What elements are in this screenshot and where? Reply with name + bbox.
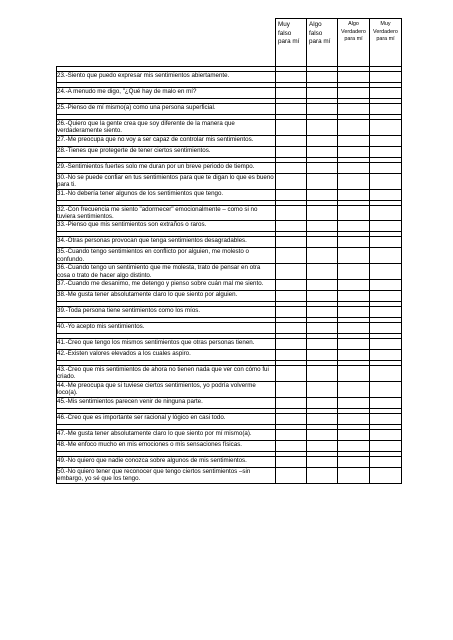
answer-cell[interactable] [370, 323, 402, 334]
answer-cell[interactable] [307, 429, 338, 440]
question-text: 26.-Quiero que la gente crea que soy diferente de la manera que verdaderamente siento. [57, 120, 276, 136]
answer-cell[interactable] [370, 366, 402, 382]
answer-cell[interactable] [276, 381, 307, 397]
answer-cell[interactable] [276, 440, 307, 451]
answer-cell[interactable] [338, 339, 370, 350]
question-row [57, 162, 402, 173]
answer-cell[interactable] [276, 429, 307, 440]
question-text: 24.-A menudo me digo, "¿Qué hay de malo en mí? [57, 88, 276, 99]
answer-cell[interactable] [338, 467, 370, 483]
question-text: 30.-No se puede confiar en tus sentimientos para que te digan lo que es bueno para ti. [57, 173, 274, 189]
answer-cell[interactable] [370, 440, 402, 451]
answer-cell[interactable] [307, 291, 338, 302]
answer-cell[interactable] [276, 291, 307, 302]
answer-cell[interactable] [307, 189, 338, 200]
question-text: 45.-Mis sentimientos parecen venir de ninguna parte. [57, 397, 276, 408]
answer-cell[interactable] [307, 146, 338, 157]
question-text: 43.-Creo que mis sentimientos de ahora no tienen nada que ver con cómo fui criado. [57, 366, 276, 382]
answer-cell[interactable] [370, 429, 402, 440]
answer-cell[interactable] [338, 291, 370, 302]
answer-cell[interactable] [338, 323, 370, 334]
answer-cell[interactable] [370, 350, 402, 361]
question-text: 31.-No debería tener algunos de los sentimientos que tengo. [57, 189, 276, 200]
answer-cell[interactable] [307, 467, 338, 483]
question-text: 41.-Creo que tengo los mismos sentimientos que otras personas tienen. [57, 339, 276, 350]
question-text: 29.-Sentimientos fuertes solo me duran por un breve periodo de tiempo. [57, 162, 276, 173]
question-row [57, 205, 402, 221]
answer-cell[interactable] [338, 162, 370, 173]
question-row [57, 88, 402, 99]
answer-cell[interactable] [276, 456, 307, 467]
question-text: 35.-Cuando tengo sentimientos en conflicto por alguien, me molesto o confundo. [57, 248, 276, 264]
answer-cell[interactable] [370, 72, 402, 83]
answer-cell[interactable] [307, 339, 338, 350]
questionnaire-table [56, 18, 402, 484]
question-text: 28.-Tienes que protegerte de tener ciertos sentimientos. [57, 146, 276, 157]
question-row [57, 72, 402, 83]
answer-cell[interactable] [338, 366, 370, 382]
col-algo-falso: Algo falso para mí [307, 19, 338, 67]
answer-cell[interactable] [276, 467, 307, 483]
answer-cell[interactable] [276, 307, 307, 318]
question-text: 48.-Me enfoco mucho en mis emociones o mis sensaciones físicas. [57, 440, 276, 451]
question-row [57, 307, 402, 318]
question-row [57, 221, 402, 232]
answer-cell[interactable] [370, 397, 402, 408]
answer-cell[interactable] [338, 72, 370, 83]
answer-cell[interactable] [370, 237, 402, 248]
question-text: 46.-Creo que es importante ser racional y lógico en casi todo. [57, 413, 276, 424]
answer-cell[interactable] [276, 339, 307, 350]
question-row [57, 146, 402, 157]
answer-cell[interactable] [276, 146, 307, 157]
answer-cell[interactable] [307, 104, 338, 115]
question-row [57, 135, 402, 146]
question-text: 39.-Toda persona tiene sentimientos como los míos. [57, 307, 276, 318]
question-row [57, 467, 402, 483]
question-row [57, 440, 402, 451]
col-muy-falso: Muy falso para mí [276, 19, 307, 67]
answer-cell[interactable] [370, 120, 402, 136]
answer-cell[interactable] [276, 264, 307, 280]
question-row [57, 381, 402, 397]
answer-cell[interactable] [338, 237, 370, 248]
answer-cell[interactable] [370, 104, 402, 115]
answer-cell[interactable] [338, 413, 370, 424]
header-row [57, 19, 402, 67]
answer-cell[interactable] [370, 221, 402, 232]
answer-cell[interactable] [307, 366, 338, 382]
header-blank [57, 19, 276, 67]
answer-cell[interactable] [370, 264, 402, 280]
question-row [57, 189, 402, 200]
answer-cell[interactable] [307, 280, 338, 291]
question-row [57, 120, 402, 136]
question-row [57, 248, 402, 264]
answer-cell[interactable] [276, 280, 307, 291]
answer-cell[interactable] [276, 135, 307, 146]
answer-cell[interactable] [307, 397, 338, 408]
answer-cell[interactable] [276, 366, 307, 382]
answer-cell[interactable] [370, 205, 402, 221]
answer-cell[interactable] [307, 72, 338, 83]
answer-cell[interactable] [307, 307, 338, 318]
answer-cell[interactable] [370, 381, 402, 397]
question-text: 38.-Me gusta tener absolutamente claro lo que siento por alguien. [57, 291, 276, 302]
answer-cell[interactable] [307, 88, 338, 99]
answer-cell[interactable] [370, 291, 402, 302]
answer-cell[interactable] [276, 221, 307, 232]
question-row [57, 237, 402, 248]
answer-cell[interactable] [307, 264, 338, 280]
question-text: 49.-No quiero que nadie conozca sobre algunos de mis sentimientos. [57, 456, 276, 467]
answer-cell[interactable] [338, 264, 370, 280]
answer-cell[interactable] [276, 173, 307, 189]
answer-cell[interactable] [307, 221, 338, 232]
answer-cell[interactable] [338, 221, 370, 232]
answer-cell[interactable] [276, 248, 307, 264]
answer-cell[interactable] [338, 173, 370, 189]
answer-cell[interactable] [338, 120, 370, 136]
question-row [57, 280, 402, 291]
answer-cell[interactable] [338, 381, 370, 397]
answer-cell[interactable] [370, 88, 402, 99]
question-row [57, 350, 402, 361]
answer-cell[interactable] [338, 350, 370, 361]
answer-cell[interactable] [276, 323, 307, 334]
question-text: 42.-Existen valores elevados a los cuales aspiro. [57, 350, 276, 361]
question-text: 36.-Cuando tengo un sentimiento que me molesta, trato de pensar en otra cosa o trato de hacer algo distinto. [57, 264, 276, 280]
question-text: 44.-Me preocupa que si tuviese ciertos sentimientos, yo podría volverme loco(a). [57, 381, 276, 397]
answer-cell[interactable] [307, 350, 338, 361]
col-muy-verdadero: Muy Verdadero para mí [370, 19, 402, 67]
col-algo-verdadero: Algo Verdadero para mí [338, 19, 370, 67]
answer-cell[interactable] [307, 237, 338, 248]
answer-cell[interactable] [338, 429, 370, 440]
answer-cell[interactable] [276, 237, 307, 248]
question-text: 27.-Me preocupa que no voy a ser capaz de controlar mis sentimientos. [57, 135, 276, 146]
answer-cell[interactable] [370, 280, 402, 291]
question-row [57, 397, 402, 408]
question-row [57, 456, 402, 467]
question-row [57, 339, 402, 350]
answer-cell[interactable] [276, 413, 307, 424]
answer-cell[interactable] [370, 339, 402, 350]
answer-cell[interactable] [276, 205, 307, 221]
answer-cell[interactable] [338, 397, 370, 408]
answer-cell[interactable] [338, 146, 370, 157]
question-text: 25.-Pienso de mí mismo(a) como una persona superficial. [57, 104, 276, 115]
question-rows [57, 67, 402, 484]
answer-cell[interactable] [276, 189, 307, 200]
answer-cell[interactable] [338, 248, 370, 264]
answer-cell[interactable] [307, 248, 338, 264]
answer-cell[interactable] [276, 88, 307, 99]
answer-cell[interactable] [276, 162, 307, 173]
question-row [57, 104, 402, 115]
question-row [57, 173, 402, 189]
question-text: 23.-Siento que puedo expresar mis sentimientos abiertamente. [57, 72, 276, 83]
question-row [57, 366, 402, 382]
answer-cell[interactable] [338, 135, 370, 146]
answer-cell[interactable] [276, 350, 307, 361]
question-text: 33.-Pienso que mis sentimientos son extraños o raros. [57, 221, 276, 232]
question-text: 40.-Yo acepto mis sentimientos. [57, 323, 276, 334]
question-text: 34.-Otras personas provocan que tenga sentimientos desagradables. [57, 237, 276, 248]
answer-cell[interactable] [307, 162, 338, 173]
question-text: 50.-No quiero tener que reconocer que tengo ciertos sentimientos –sin embargo, yo sé que los tengo. [57, 467, 276, 483]
answer-cell[interactable] [276, 120, 307, 136]
answer-cell[interactable] [338, 205, 370, 221]
question-row [57, 264, 402, 280]
question-row [57, 413, 402, 424]
answer-cell[interactable] [370, 413, 402, 424]
answer-cell[interactable] [307, 413, 338, 424]
question-row [57, 291, 402, 302]
answer-cell[interactable] [338, 189, 370, 200]
question-text: 32.-Con frecuencia me siento "adormecer" emocionalmente – como si no tuviera sentimientos. [57, 205, 276, 221]
question-row [57, 323, 402, 334]
answer-cell[interactable] [338, 307, 370, 318]
answer-cell[interactable] [370, 173, 402, 189]
answer-cell[interactable] [370, 162, 402, 173]
question-row [57, 429, 402, 440]
answer-cell[interactable] [307, 135, 338, 146]
answer-cell[interactable] [307, 323, 338, 334]
answer-cell[interactable] [307, 120, 338, 136]
answer-cell[interactable] [276, 104, 307, 115]
answer-cell[interactable] [276, 397, 307, 408]
answer-cell[interactable] [307, 205, 338, 221]
answer-cell[interactable] [307, 173, 338, 189]
answer-cell[interactable] [338, 104, 370, 115]
answer-cell[interactable] [307, 381, 338, 397]
answer-cell[interactable] [370, 135, 402, 146]
answer-cell[interactable] [307, 456, 338, 467]
answer-cell[interactable] [338, 88, 370, 99]
answer-cell[interactable] [370, 456, 402, 467]
answer-cell[interactable] [338, 456, 370, 467]
answer-cell[interactable] [370, 467, 402, 483]
question-text: 37.-Cuando me desanimo, me detengo y pienso sobre cuán mal me siento. [57, 280, 276, 291]
answer-cell[interactable] [370, 146, 402, 157]
answer-cell[interactable] [370, 307, 402, 318]
answer-cell[interactable] [370, 189, 402, 200]
answer-cell[interactable] [276, 72, 307, 83]
answer-cell[interactable] [307, 440, 338, 451]
answer-cell[interactable] [370, 248, 402, 264]
answer-cell[interactable] [338, 440, 370, 451]
question-text: 47.-Me gusta tener absolutamente claro lo que siento por mí mismo(a). [57, 429, 276, 440]
answer-cell[interactable] [338, 280, 370, 291]
